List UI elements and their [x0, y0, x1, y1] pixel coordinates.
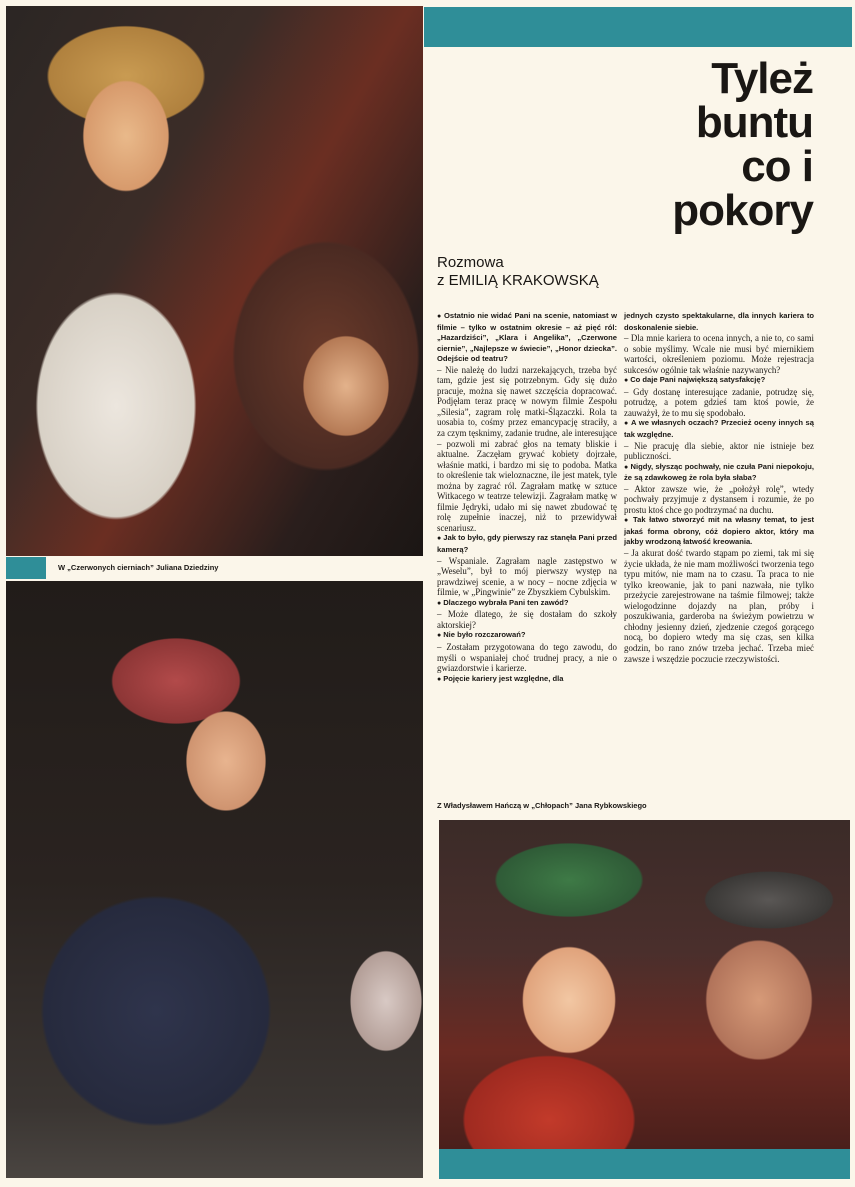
article-title — [553, 54, 813, 235]
interview-column-left — [437, 311, 617, 685]
answer: – Ja akurat dość twardo stąpam po ziemi, tak mi się życie układa, że nie mam możliwości tworzenia tego typu mitów, nie mam na to czasu. Ta praca to nie tylko kreowanie, jak to pani nazwała, nie tylko przeżycie zarejestrowane na taśmie filmowej; także wielogodzinne dojazdy na plan, próby i poszukiwania, garderoba na świeżym powietrzu w chłodny jesienny dzień, zjedzenie czegoś gorącego nocą, bo dopiero wtedy ma się czas, sen kilka godzin, bo rano znów trzeba jechać. Trzeba mieć zawsze i wszędzie poczucie rzeczywistości. — [624, 548, 814, 664]
article-subtitle — [437, 254, 599, 290]
title-line: pokory — [672, 186, 813, 235]
question: ● Ostatnio nie widać Pani na scenie, natomiast w filmie – tylko w ostatnim okresie – aż pięć ról: „Hazardziści”, „Klara i Angelika”, „Czerwone ciernie”, „Najlepsze w świecie”, „Honor dziecka”. Odejście od teatru? — [437, 311, 617, 365]
question: ● Nigdy, słysząc pochwały, nie czuła Pani niepokoju, że są zdawkoweg że rola była słaba? — [624, 462, 814, 484]
title-line: co i — [741, 142, 813, 191]
answer: – Zostałam przygotowana do tego zawodu, do myśli o wspaniałej choć trudnej pracy, a nie o gwiazdorstwie i karierze. — [437, 641, 617, 674]
answer: – Dla mnie kariera to ocena innych, a nie to, co sami o sobie myślimy. Wcale nie musi być miernikiem wartości, określeniem poziomu. Może rejestracja sukcesów ogólnie tak właśnie nazywanych? — [624, 333, 814, 375]
question: ● Jak to było, gdy pierwszy raz stanęła Pani przed kamerą? — [437, 533, 617, 555]
question: ● Tak łatwo stworzyć mit na własny temat, to jest jakaś forma obrony, cóż dopiero aktor, który ma jakby wrodzoną łatwość kreowania. — [624, 515, 814, 548]
question: ● Dlaczego wybrała Pani ten zawód? — [437, 598, 617, 610]
caption-accent-block — [6, 557, 46, 579]
question: ● A we własnych oczach? Przecież oceny innych są tak względne. — [624, 418, 814, 440]
answer: – Wspaniale. Zagrałam nagle zastępstwo w „Weselu”, był to mój pierwszy występ na prawdziwej scenie, a w nocy – nocne zdjęcia w filmie, w „Pingwinie” ze Zbyszkiem Cybulskim. — [437, 555, 617, 598]
answer: – Aktor zawsze wie, że „położył rolę”, wtedy pochwały przyjmuje z dystansem i rozumie, że po prostu ktoś chce go podtrzymać na duchu. — [624, 483, 814, 515]
photo-actress-headscarf — [6, 581, 423, 1178]
question-continued: jednych czysto spektakularne, dla innych kariera to doskonalenie siebie. — [624, 311, 814, 332]
interview-column-right — [624, 311, 814, 664]
title-line: buntu — [695, 98, 813, 147]
photo3-caption: Z Władysławem Hańczą w „Chłopach” Jana Rybkowskiego — [437, 801, 647, 810]
answer: – Gdy dostanę interesujące zadanie, potrudzę się, potrudzę, a potem gdzieś tam ktoś powie, że zauważył, że to mu się spodobało. — [624, 386, 814, 418]
question: ● Pojęcie kariery jest względne, dla — [437, 674, 617, 686]
photo-couple-folk-costume — [439, 820, 850, 1149]
answer: – Nie pracuję dla siebie, aktor nie istnieje bez publiczności. — [624, 440, 814, 462]
answer: – Może dlatego, że się dostałam do szkoły aktorskiej? — [437, 609, 617, 630]
title-line: Tyleż — [711, 54, 813, 103]
caption-bar-1 — [6, 557, 423, 579]
top-accent-bar — [424, 7, 852, 47]
photo-actress-with-portrait — [6, 6, 423, 556]
answer: – Nie należę do ludzi narzekających, trzeba być tam, gdzie jest się potrzebnym. Gdy się dużo pracuje, można się nawet szczęścia dopracować. Podjęłam teraz pracę w nowym filmie Zespołu „Silesia”, zagram rolę matki-Ślązaczki. Rola ta uosabia to, cośmy przez emancypację straciły, a za czym tęsknimy, zadanie trudne, ale interesujące – pozwoli mi zabrać głos na tematy bliskie i aktualne. Zaczęłam grywać kobiety dojrzałe, właśnie matki, i bardzo mi się to podoba. Matka to określenie tak wieloznaczne, ile jest matek, tyle można by zagrać ról. Zagrałam matkę w sztuce Witkacego w teatrze telewizji. Zagrałam matkę w filmie Jędryki, udało mi się nawet zbudować tę rolę zupełnie inaczej, niż to przewidywał scenariusz. — [437, 364, 617, 533]
question: ● Co daje Pani największą satysfakcję? — [624, 375, 814, 387]
bottom-accent-bar — [439, 1149, 850, 1179]
photo1-caption: W „Czerwonych cierniach” Juliana Dziedziny — [58, 563, 219, 572]
subtitle-line: Rozmowa — [437, 254, 504, 271]
question: ● Nie było rozczarowań? — [437, 630, 617, 642]
subtitle-line: z EMILIĄ KRAKOWSKĄ — [437, 272, 599, 289]
